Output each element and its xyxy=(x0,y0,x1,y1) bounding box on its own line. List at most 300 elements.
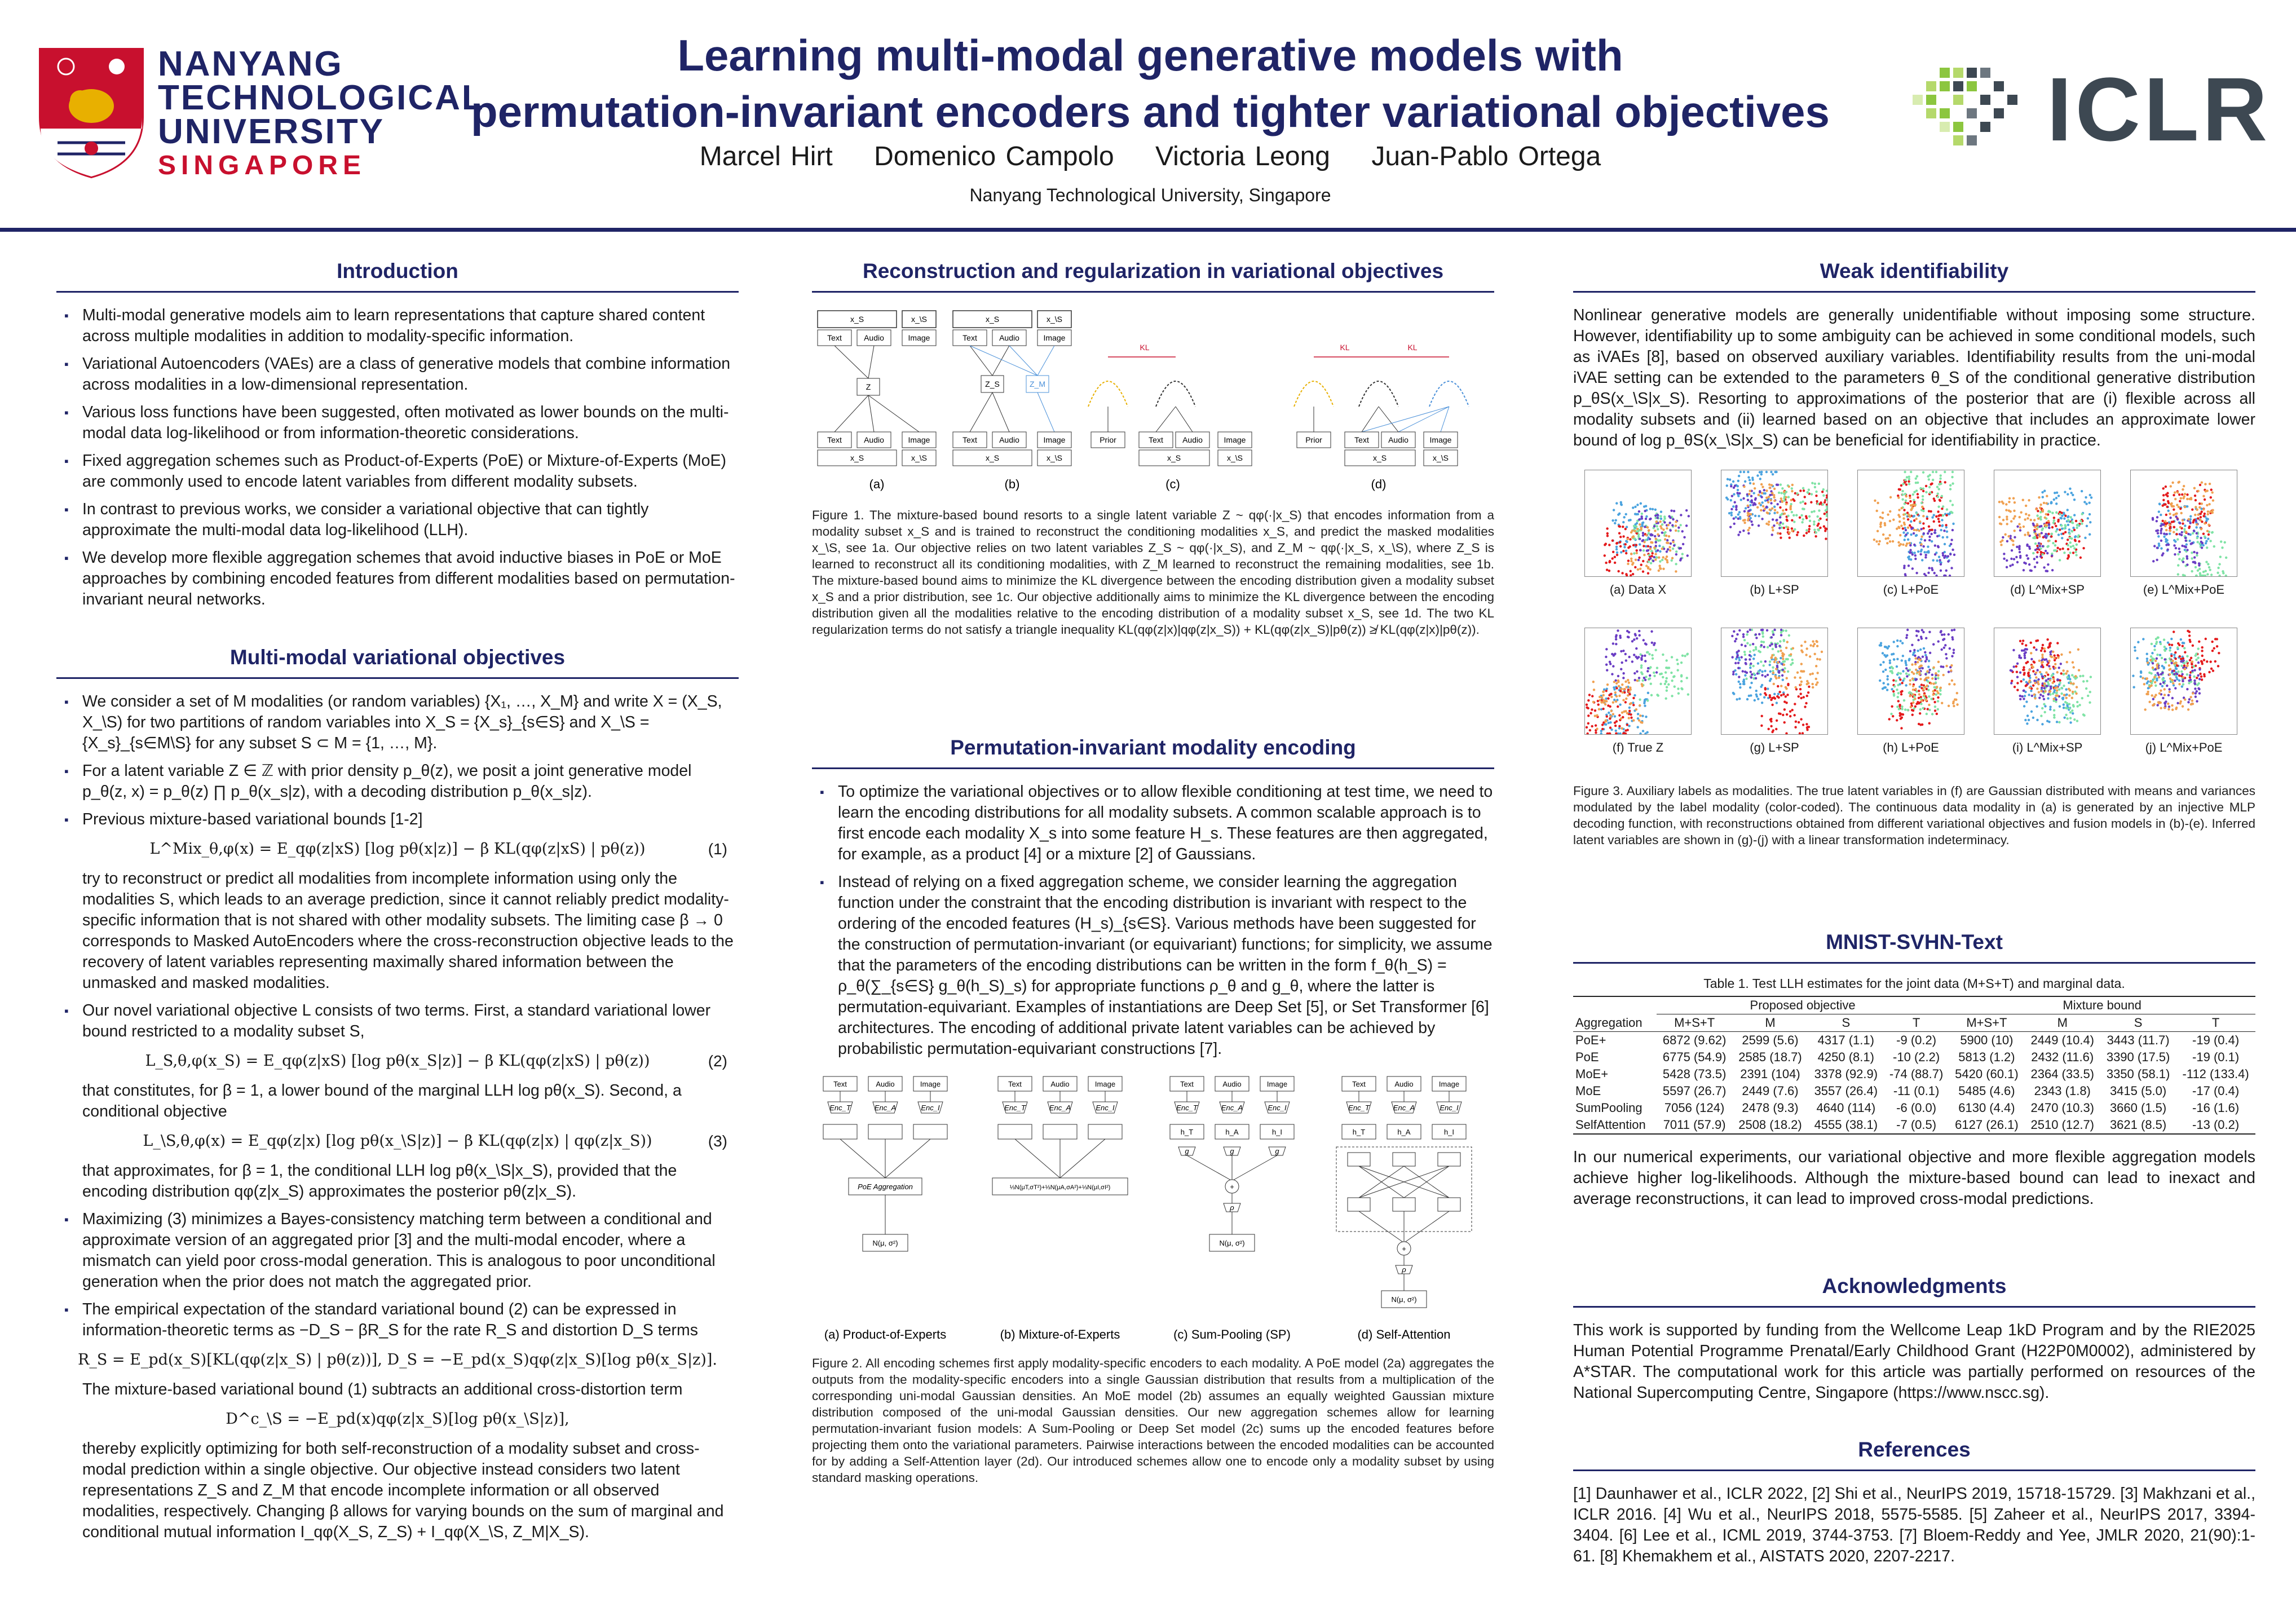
table-row xyxy=(1573,1049,2255,1066)
scatter-point xyxy=(1645,518,1647,520)
scatter-point xyxy=(2190,497,2192,499)
scatter-point xyxy=(1796,492,1798,495)
scatter-point xyxy=(2178,674,2180,677)
scatter-point xyxy=(1639,523,1641,526)
scatter-point xyxy=(2173,526,2175,528)
scatter-point xyxy=(2188,682,2190,684)
scatter-point xyxy=(1732,505,1734,508)
scatter-point xyxy=(2206,660,2208,663)
scatter-point xyxy=(1896,665,1898,668)
scatter-point xyxy=(1933,701,1936,703)
scatter-point xyxy=(1943,575,1945,577)
scatter-point xyxy=(1641,513,1643,515)
scatter-point xyxy=(1771,533,1773,536)
scatter-point xyxy=(2177,564,2179,566)
scatter-point xyxy=(2063,527,2065,529)
scatter-point xyxy=(2202,508,2205,510)
scatter-point xyxy=(1914,663,1917,665)
scatter-point xyxy=(2063,707,2065,709)
scatter-point xyxy=(2090,496,2092,498)
scatter-point xyxy=(1800,692,1802,695)
scatter-point xyxy=(1799,677,1802,679)
diagram-label: x_S xyxy=(1372,453,1387,462)
scatter-point xyxy=(1815,683,1817,686)
scatter-point xyxy=(2186,498,2188,500)
scatter-point xyxy=(1878,540,1880,542)
scatter-point xyxy=(1642,730,1644,732)
scatter-point xyxy=(2160,547,2162,549)
scatter-point xyxy=(1679,524,1681,526)
scatter-point xyxy=(2013,558,2015,560)
scatter-point xyxy=(2034,526,2036,528)
scatter-point xyxy=(1743,486,1745,488)
scatter-point xyxy=(1642,532,1644,534)
equation-1 xyxy=(56,838,739,860)
scatter-point xyxy=(1761,632,1764,634)
scatter-point xyxy=(1787,670,1789,673)
scatter-point xyxy=(1924,556,1927,558)
scatter-point xyxy=(1758,524,1760,527)
scatter-point xyxy=(1745,663,1747,665)
scatter-point xyxy=(1749,479,1751,481)
scatter-point xyxy=(2182,488,2184,491)
scatter-point xyxy=(2040,714,2042,717)
scatter-point xyxy=(1752,643,1754,645)
scatter-point xyxy=(1795,721,1797,723)
scatter-point xyxy=(2012,497,2015,500)
scatter-point xyxy=(1682,543,1684,545)
scatter-point xyxy=(1662,568,1664,570)
diagram-label: Enc_T xyxy=(1004,1104,1026,1112)
scatter-point xyxy=(2042,644,2044,646)
scatter-point xyxy=(2217,567,2219,569)
scatter-point xyxy=(2069,651,2071,654)
scatter-point xyxy=(2184,493,2186,495)
scatter-point xyxy=(1764,670,1766,672)
scatter-point xyxy=(2179,526,2182,528)
scatter-point xyxy=(1949,500,1951,502)
scatter-point xyxy=(2187,708,2189,710)
scatter-point xyxy=(1805,529,1808,531)
scatter-point xyxy=(2024,648,2026,650)
scatter-point xyxy=(2056,721,2058,723)
scatter-point xyxy=(2134,646,2136,648)
scatter-point xyxy=(2023,669,2025,671)
scatter-point xyxy=(2046,570,2048,572)
scatter-point xyxy=(1650,550,1653,552)
scatter-point xyxy=(2163,688,2166,690)
scatter-point xyxy=(1639,732,1641,735)
scatter-point xyxy=(2168,643,2170,646)
scatter-point xyxy=(2052,542,2054,544)
scatter-point xyxy=(1815,640,1817,642)
scatter-point xyxy=(1924,660,1927,663)
scatter-point xyxy=(1742,633,1745,636)
scatter-point xyxy=(1911,507,1913,509)
scatter-point xyxy=(2169,647,2171,649)
scatter-point xyxy=(2033,646,2035,648)
scatter-point xyxy=(2024,533,2026,536)
scatter-point xyxy=(1671,559,1673,562)
scatter-point xyxy=(1743,510,1746,512)
poster-title xyxy=(429,27,1872,140)
scatter-point xyxy=(1925,491,1927,493)
scatter-point xyxy=(2059,679,2061,682)
scatter-point xyxy=(1628,717,1630,719)
scatter-point xyxy=(1904,471,1906,473)
scatter-point xyxy=(1903,677,1905,679)
scatter-point xyxy=(1654,535,1656,537)
scatter-point xyxy=(2201,678,2203,681)
scatter-point xyxy=(1785,629,1787,632)
scatter-point xyxy=(2013,510,2015,512)
scatter-point xyxy=(1931,677,1933,679)
scatter-point xyxy=(2077,534,2079,536)
scatter-point xyxy=(1941,508,1943,510)
scatter-point xyxy=(1650,694,1653,696)
scatter-point xyxy=(1730,511,1733,514)
scatter-point xyxy=(2192,645,2194,647)
table-cell: 6775 (54.9) xyxy=(1662,1050,1727,1064)
scatter-point xyxy=(1922,495,1924,497)
scatter-point xyxy=(1937,661,1940,663)
scatter-point xyxy=(2204,575,2206,577)
scatter-point xyxy=(1939,693,1941,695)
scatter-point xyxy=(1801,670,1803,672)
scatter-point xyxy=(2056,528,2058,530)
scatter-label: (b) L+SP xyxy=(1750,582,1799,597)
scatter-point xyxy=(1903,699,1905,701)
scatter-point xyxy=(2195,506,2197,508)
scatter-point xyxy=(2186,493,2188,496)
scatter-point xyxy=(1774,643,1777,646)
scatter-point xyxy=(1926,518,1928,520)
scatter-point xyxy=(1640,664,1642,667)
scatter-point xyxy=(2175,513,2178,515)
scatter-point xyxy=(2051,526,2054,528)
scatter-point xyxy=(1817,523,1820,525)
scatter-point xyxy=(1609,661,1611,663)
scatter-point xyxy=(1626,574,1628,576)
table-cell: 4555 (38.1) xyxy=(1808,1116,1884,1134)
scatter-point xyxy=(2019,516,2021,518)
scatter-point xyxy=(1953,648,1955,651)
scatter-point xyxy=(1936,535,1939,537)
scatter-point xyxy=(1821,491,1823,493)
scatter-point xyxy=(2020,511,2022,513)
diagram-label: Text xyxy=(833,1080,847,1088)
scatter-point xyxy=(1892,518,1895,520)
scatter-point xyxy=(2163,707,2166,709)
scatter-point xyxy=(2061,527,2063,529)
scatter-point xyxy=(1823,513,1826,515)
table-cell: -112 (133.4) xyxy=(2182,1067,2249,1081)
scatter-point xyxy=(1733,630,1735,633)
scatter-point xyxy=(1634,566,1636,568)
scatter-point xyxy=(1815,678,1817,680)
scatter-point xyxy=(2056,691,2058,694)
scatter-point xyxy=(2181,685,2183,687)
scatter-point xyxy=(2207,518,2209,520)
scatter-point xyxy=(1816,658,1818,660)
scatter-point xyxy=(1935,693,1937,695)
scatter-point xyxy=(2038,660,2041,662)
subfigure-label: (d) xyxy=(1371,477,1387,491)
scatter-point xyxy=(1621,572,1623,574)
scatter-point xyxy=(1759,490,1761,492)
scatter-point xyxy=(2036,528,2038,530)
scatter-point xyxy=(2171,679,2174,681)
scatter-point xyxy=(1785,701,1787,704)
scatter-point xyxy=(1884,655,1887,657)
scatter-point xyxy=(1746,642,1749,644)
scatter-point xyxy=(1816,672,1818,674)
scatter-point xyxy=(1640,515,1642,518)
scatter-point xyxy=(2188,639,2191,641)
scatter-point xyxy=(2033,660,2035,663)
scatter-point xyxy=(2185,555,2188,557)
scatter-point xyxy=(2186,557,2188,559)
scatter-point xyxy=(2081,513,2083,515)
scatter-point xyxy=(2160,690,2162,692)
scatter-point xyxy=(2147,693,2149,695)
scatter-point xyxy=(2025,644,2027,646)
scatter-point xyxy=(2047,563,2049,566)
scatter-point xyxy=(1743,522,1746,524)
scatter-point xyxy=(1737,667,1739,669)
scatter-point xyxy=(1908,558,1910,560)
scatter-point xyxy=(1800,697,1802,699)
scatter-point xyxy=(2012,665,2015,668)
scatter-point xyxy=(2194,514,2196,516)
scatter-point xyxy=(1931,713,1933,715)
scatter-point xyxy=(2053,714,2055,716)
scatter-point xyxy=(1605,720,1607,722)
scatter-point xyxy=(1742,680,1745,682)
scatter-point xyxy=(1936,690,1939,692)
scatter-point xyxy=(2169,677,2171,679)
scatter-point xyxy=(1770,636,1773,638)
diagram-moe xyxy=(992,1076,1128,1195)
scatter-point xyxy=(1783,527,1785,529)
scatter-point xyxy=(1758,515,1760,517)
scatter-point xyxy=(2171,644,2173,646)
scatter-point xyxy=(2186,655,2188,657)
scatter-point xyxy=(2160,643,2162,645)
scatter-point xyxy=(1737,518,1739,520)
scatter-point xyxy=(1769,670,1772,673)
scatter-point xyxy=(2041,661,2043,664)
scatter-point xyxy=(1649,538,1651,540)
scatter-point xyxy=(1920,538,1922,540)
scatter-point xyxy=(1908,478,1910,480)
table-cell: 2432 (11.6) xyxy=(2031,1050,2094,1064)
scatter-point xyxy=(2051,674,2053,677)
scatter-point xyxy=(1615,502,1618,504)
scatter-point xyxy=(2201,575,2204,577)
scatter-point xyxy=(2035,508,2037,510)
scatter-point xyxy=(2210,488,2213,491)
scatter-point xyxy=(1803,508,1805,510)
scatter-point xyxy=(1676,669,1679,671)
scatter-point xyxy=(2045,513,2047,515)
scatter-point xyxy=(2073,529,2076,531)
scatter-point xyxy=(2142,638,2144,640)
scatter-point xyxy=(2019,640,2021,642)
scatter-point xyxy=(2053,549,2055,551)
scatter-point xyxy=(1736,651,1738,654)
scatter-point xyxy=(2047,673,2049,676)
diagram-label: h_I xyxy=(1443,1128,1455,1136)
scatter-point xyxy=(2050,685,2052,687)
scatter-point xyxy=(2001,501,2003,503)
scatter-point xyxy=(2180,657,2182,660)
scatter-point xyxy=(1902,713,1904,716)
scatter-point xyxy=(1661,559,1663,561)
scatter-point xyxy=(1760,483,1763,486)
kl-label: KL xyxy=(1340,343,1350,352)
scatter-point xyxy=(1782,693,1785,695)
scatter-point xyxy=(2018,523,2020,525)
scatter-point xyxy=(2157,674,2160,676)
scatter-point xyxy=(2043,682,2046,685)
scatter-point xyxy=(1813,529,1816,531)
scatter-point xyxy=(1813,520,1815,523)
scatter-point xyxy=(1658,557,1660,559)
scatter-point xyxy=(1760,686,1762,688)
scatter-point xyxy=(1782,655,1784,657)
scatter-point xyxy=(1614,691,1617,694)
scatter-point xyxy=(1671,679,1673,682)
scatter-point xyxy=(1615,636,1617,638)
scatter-point xyxy=(2077,648,2079,651)
scatter-point xyxy=(1613,654,1615,656)
scatter-point xyxy=(1912,693,1914,695)
scatter-point xyxy=(2207,537,2209,540)
scatter-point xyxy=(2007,535,2010,537)
scatter-point xyxy=(1624,543,1627,545)
scatter-point xyxy=(1765,471,1768,473)
scatter-point xyxy=(1653,525,1655,527)
scatter-point xyxy=(1911,663,1913,665)
scatter-point xyxy=(2069,689,2071,691)
scatter-point xyxy=(1924,539,1926,541)
paragraph: try to reconstruct or predict all modalities from incomplete information using only the modalities S, which leads to an average prediction, since it cannot reliably predict modality-specific information that is not shared with other modality subsets. The limiting case β → 0 corresponds to Masked AutoEncoders where the cross-reconstruction objective leads to the recovery of latent variables representing maximally shared information between the unmasked and masked modalities. xyxy=(82,870,734,992)
scatter-point xyxy=(2152,667,2154,669)
scatter-point xyxy=(1731,495,1733,497)
scatter-point xyxy=(1811,511,1813,513)
scatter-point xyxy=(2041,656,2043,658)
scatter-point xyxy=(2076,686,2078,688)
author-list xyxy=(429,141,1872,172)
scatter-point xyxy=(1876,502,1879,504)
scatter-point xyxy=(1947,560,1949,562)
scatter-point xyxy=(1760,473,1763,475)
scatter-point xyxy=(1886,689,1888,691)
scatter-point xyxy=(1648,532,1650,534)
scatter-point xyxy=(1643,554,1645,556)
scatter-point xyxy=(1789,537,1791,539)
scatter-point xyxy=(1932,682,1935,685)
scatter-point xyxy=(1639,634,1641,636)
diagram-label: Enc_A xyxy=(874,1104,897,1112)
scatter-point xyxy=(1915,634,1918,637)
scatter-point xyxy=(2212,499,2214,501)
scatter-point xyxy=(2156,657,2158,660)
scatter-point xyxy=(1777,650,1780,652)
scatter-point xyxy=(2052,698,2055,700)
scatter-point xyxy=(1767,501,1769,504)
scatter-point xyxy=(1652,657,1654,660)
scatter-point xyxy=(1607,704,1609,707)
scatter-point xyxy=(1770,720,1772,722)
scatter-point xyxy=(1915,669,1917,671)
scatter-point xyxy=(1915,690,1918,692)
paragraph: that constitutes, for β = 1, a lower bound of the marginal LLH log pθ(x_S). Second, a conditional objective xyxy=(82,1082,682,1120)
scatter-point xyxy=(1644,655,1646,657)
scatter-point xyxy=(2024,656,2026,659)
scatter-point xyxy=(2054,663,2056,665)
scatter-point xyxy=(2196,554,2198,557)
scatter-point xyxy=(1744,674,1746,677)
scatter-point xyxy=(1653,675,1655,677)
scatter-point xyxy=(2042,545,2044,547)
scatter-point xyxy=(1909,551,1911,554)
scatter-point xyxy=(2191,660,2193,663)
scatter-point xyxy=(1920,703,1922,705)
scatter-point xyxy=(2201,481,2203,483)
scatter-point xyxy=(2174,491,2176,493)
scatter-point xyxy=(1901,507,1903,509)
scatter-point xyxy=(1610,710,1613,712)
scatter-point xyxy=(1616,554,1618,556)
scatter-point xyxy=(1946,508,1948,510)
scatter-point xyxy=(2072,691,2074,693)
scatter-point xyxy=(1927,545,1929,548)
scatter-point xyxy=(2086,525,2088,527)
scatter-point xyxy=(1621,687,1623,690)
scatter-point xyxy=(1605,648,1608,650)
diagram-label: ρ xyxy=(1402,1265,1406,1274)
scatter-point xyxy=(2186,673,2188,676)
scatter-point xyxy=(1617,679,1619,682)
scatter-point xyxy=(2047,693,2050,695)
scatter-point xyxy=(2189,659,2191,661)
scatter-point xyxy=(1782,660,1784,663)
scatter-point xyxy=(2072,682,2074,685)
scatter-point xyxy=(1737,489,1739,491)
scatter-point xyxy=(2058,667,2060,669)
scatter-point xyxy=(1735,638,1737,640)
scatter-point xyxy=(1874,500,1876,502)
scatter-point xyxy=(1621,661,1623,664)
scatter-point xyxy=(1608,722,1610,724)
scatter-point xyxy=(2197,517,2199,519)
scatter-point xyxy=(1904,502,1906,505)
scatter-point xyxy=(1905,495,1908,497)
scatter-point xyxy=(1905,529,1907,531)
scatter-point xyxy=(1756,506,1759,509)
diagram-b xyxy=(953,311,1071,491)
scatter-point xyxy=(1608,712,1610,714)
diagram-label: Prior xyxy=(1100,435,1116,444)
scatter-point xyxy=(1935,471,1937,473)
scatter-point xyxy=(1787,496,1790,498)
scatter-point xyxy=(1951,679,1953,682)
scatter-point xyxy=(1747,505,1749,507)
scatter-point xyxy=(1732,673,1734,676)
scatter-point xyxy=(2180,497,2182,500)
